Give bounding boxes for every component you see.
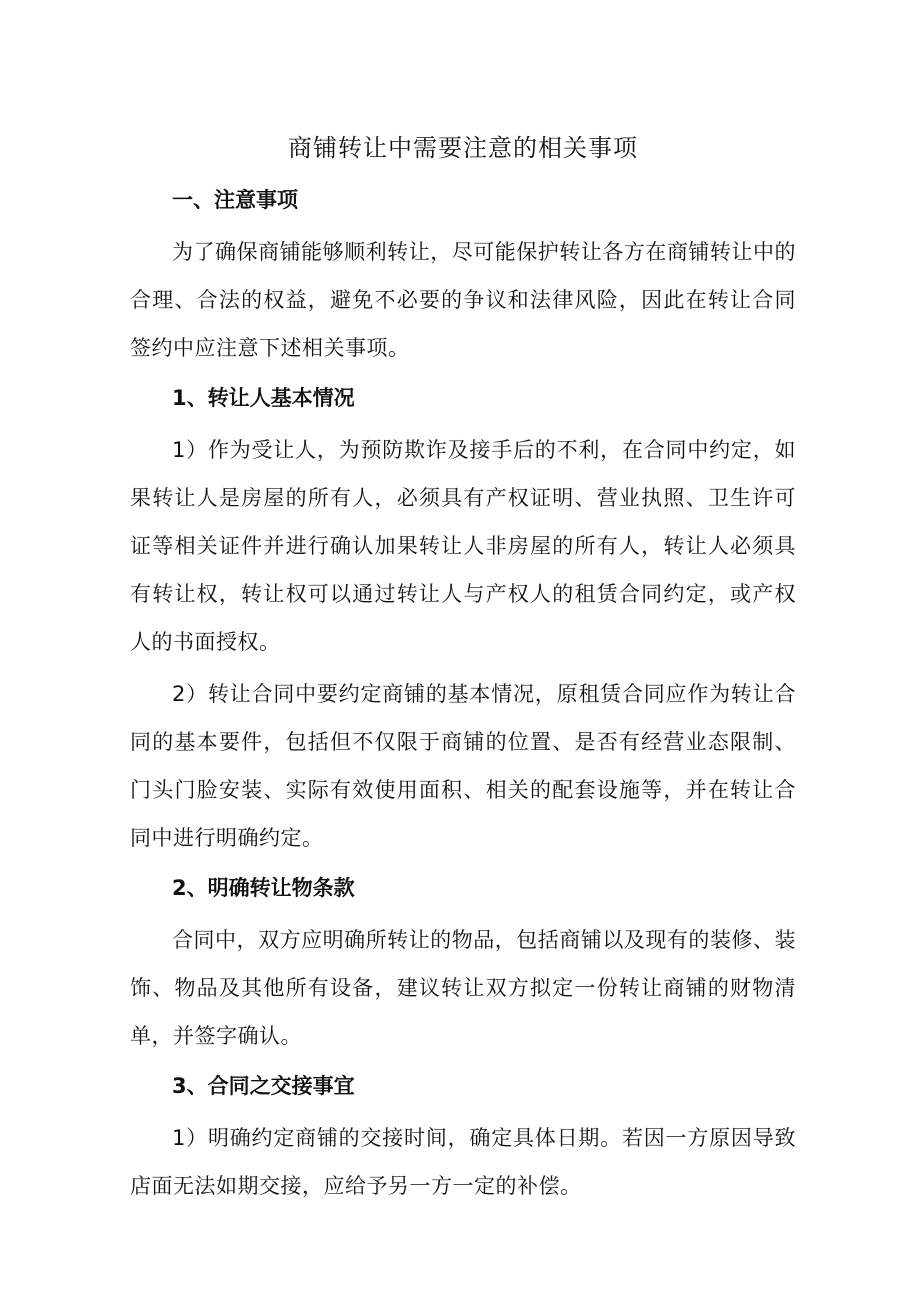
item-heading-transfer-items: 2、明确转让物条款 [172,876,355,900]
intro-paragraph: 为了确保商铺能够顺利转让，尽可能保护转让各方在商铺转让中的合理、合法的权益，避免不必要的争议和法律风险，因此在转让合同签约中应注意下述相关事项。 [130,240,796,360]
transferor-paragraph-2: 2）转让合同中要约定商铺的基本情况，原租赁合同应作为转让合同的基本要件，包括但不仅限于商铺的位置、是否有经营业态限制、门头门脸安装、实际有效使用面积、相关的配套设施等，并在转让合同中进行明确约定。 [130,682,796,850]
item-heading-transferor: 1、转让人基本情况 [172,386,355,410]
document-title: 商铺转让中需要注意的相关事项 [288,134,638,162]
transferor-paragraph-1: 1）作为受让人，为预防欺诈及接手后的不利，在合同中约定，如果转让人是房屋的所有人，必须具有产权证明、营业执照、卫生许可证等相关证件并进行确认加果转让人非房屋的所有人，转让人必须具有转让权，转让权可以通过转让人与产权人的租赁合同约定，或产权人的书面授权。 [130,438,796,654]
handover-paragraph-1: 1）明确约定商铺的交接时间，确定具体日期。若因一方原因导致店面无法如期交接，应给予另一方一定的补偿。 [130,1126,796,1198]
item-heading-handover: 3、合同之交接事宜 [172,1074,355,1098]
section-heading-notes: 一、注意事项 [172,188,298,212]
transfer-items-paragraph: 合同中，双方应明确所转让的物品，包括商铺以及现有的装修、装饰、物品及其他所有设备，建议转让双方拟定一份转让商铺的财物清单，并签字确认。 [130,928,796,1048]
